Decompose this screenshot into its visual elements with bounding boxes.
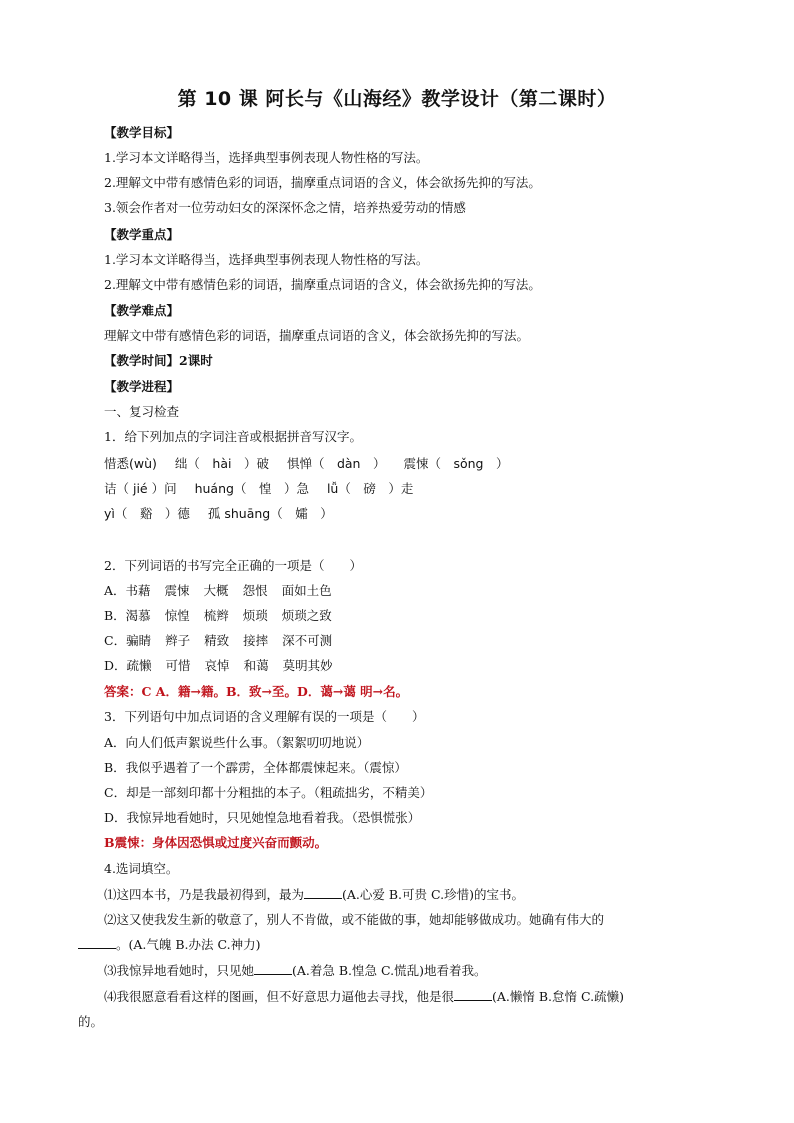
q4-text: 。(A.气魄 B.办法 C.神力) — [116, 937, 261, 952]
q4-text: ⑴这四本书，乃是我最初得到，最为 — [104, 887, 305, 902]
page-title: 第 10 课 阿长与《山海经》教学设计（第二课时） — [177, 88, 617, 110]
objective-item: 1.学习本文详略得当，选择典型事例表现人物性格的写法。 — [104, 150, 429, 165]
q1-row — [104, 505, 347, 523]
q2-option — [104, 657, 347, 675]
option-word: 和蔼 — [243, 658, 269, 673]
q2-option — [104, 632, 346, 650]
option-word: 烦琐之致 — [281, 608, 332, 623]
option-word: C．骗睛 — [104, 633, 152, 648]
option-word: 精致 — [204, 633, 230, 648]
option-word: 接摔 — [243, 633, 269, 648]
q4-text: 的。 — [78, 1014, 104, 1029]
difficulty-heading: 【教学难点】 — [104, 303, 180, 318]
q1-stem: 1．给下列加点的字词注音或根据拼音写汉字。 — [104, 429, 362, 444]
teaching-time: 【教学时间】2课时 — [104, 353, 213, 368]
option-word: 可惜 — [165, 658, 191, 673]
answer-blank[interactable] — [254, 962, 292, 975]
q3-option: B．我似乎遇着了一个霹雳，全体都震悚起来。（震惊） — [104, 760, 407, 775]
q1-item: 惜悉(wù) — [104, 456, 157, 471]
q2-stem: 2．下列词语的书写完全正确的一项是（ ） — [104, 558, 362, 573]
option-word: 面如土色 — [281, 583, 332, 598]
process-heading: 【教学进程】 — [104, 379, 180, 394]
q4-text: ⑷我很愿意看看这样的图画，但不好意思力逼他去寻找，他是很 — [104, 989, 455, 1004]
objective-item: 3.领会作者对一位劳动妇女的深深怀念之情，培养热爱劳动的情感 — [104, 200, 466, 215]
key-point-item: 2.理解文中带有感情色彩的词语，揣摩重点词语的含义，体会欲扬先抑的写法。 — [104, 277, 541, 292]
q4-text: ⑶我惊异地看她时，只见她 — [104, 963, 255, 978]
q3-stem: 3．下列语句中加点词语的含义理解有误的一项是（ ） — [104, 709, 425, 724]
option-word: 大概 — [203, 583, 229, 598]
option-word: 惊惶 — [164, 608, 190, 623]
q4-item — [78, 1013, 103, 1031]
q4-item — [104, 911, 604, 929]
q3-option: D．我惊异地看她时，只见她惶急地看着我。（恐惧慌张） — [104, 810, 421, 825]
q1-item: 震悚（ sǒng ） — [403, 456, 509, 471]
difficulty-text: 理解文中带有感情色彩的词语，揣摩重点词语的含义，体会欲扬先抑的写法。 — [104, 328, 530, 343]
q4-text: (A.着急 B.惶急 C.慌乱)地看着我。 — [292, 963, 487, 978]
q1-row — [104, 480, 427, 498]
q2-option — [104, 582, 346, 600]
q1-item: 绌（ hài ）破 — [174, 456, 269, 471]
q4-text: ⑵这又使我发生新的敬意了，别人不肯做，或不能做的事，她却能够做成功。她确有伟大的 — [104, 912, 605, 927]
q2-option — [104, 607, 346, 625]
q1-item: huáng（ 惶 ）急 — [194, 481, 309, 496]
option-word: D．疏懒 — [104, 658, 152, 673]
option-word: 辫子 — [165, 633, 191, 648]
q1-item: 孤 shuāng（ 孀 ） — [207, 506, 333, 521]
q4-text: (A.心爱 B.可贵 C.珍惜)的宝书。 — [342, 887, 524, 902]
objective-item: 2.理解文中带有感情色彩的词语，揣摩重点词语的含义，体会欲扬先抑的写法。 — [104, 175, 541, 190]
q4-text: (A.懒惰 B.怠惰 C.疏懒) — [492, 989, 624, 1004]
key-point-item: 1.学习本文详略得当，选择典型事例表现人物性格的写法。 — [104, 252, 429, 267]
q3-option: C．却是一部刻印都十分粗拙的本子。（粗疏拙劣，不精美） — [104, 785, 433, 800]
q4-item — [104, 886, 524, 904]
option-word: A．书藉 — [104, 583, 151, 598]
option-word: B．渴慕 — [104, 608, 151, 623]
q4-stem: 4.选词填空。 — [104, 861, 179, 876]
option-word: 梳辫 — [203, 608, 229, 623]
option-word: 莫明其妙 — [282, 658, 333, 673]
q4-item — [104, 962, 486, 980]
q1-item: 诘（ jié ）问 — [104, 481, 177, 496]
q1-item: 惧惮（ dàn ） — [286, 456, 386, 471]
answer-blank[interactable] — [454, 988, 492, 1001]
q1-item: lǚ（ 磅 ）走 — [326, 481, 414, 496]
q1-row — [104, 455, 522, 473]
key-points-heading: 【教学重点】 — [104, 227, 180, 242]
answer-blank[interactable] — [78, 936, 116, 949]
option-word: 烦琐 — [242, 608, 268, 623]
q1-item: yì（ 谿 ）德 — [104, 506, 190, 521]
q2-answer: 答案：C A．籍→籍。B．致→至。D．蔼→蔼 明→名。 — [104, 684, 409, 699]
option-word: 深不可测 — [282, 633, 333, 648]
q3-option: A．向人们低声絮说些什么事。（絮絮叨叨地说） — [104, 735, 370, 750]
answer-blank[interactable] — [304, 886, 342, 899]
section-heading: 一、复习检查 — [104, 404, 180, 419]
objectives-heading: 【教学目标】 — [104, 125, 180, 140]
option-word: 震悚 — [164, 583, 190, 598]
option-word: 哀悼 — [204, 658, 230, 673]
option-word: 怨恨 — [242, 583, 268, 598]
q4-item — [78, 936, 260, 954]
q3-answer: B震悚：身体因恐惧或过度兴奋而颤动。 — [104, 835, 328, 850]
q4-item — [104, 988, 624, 1006]
